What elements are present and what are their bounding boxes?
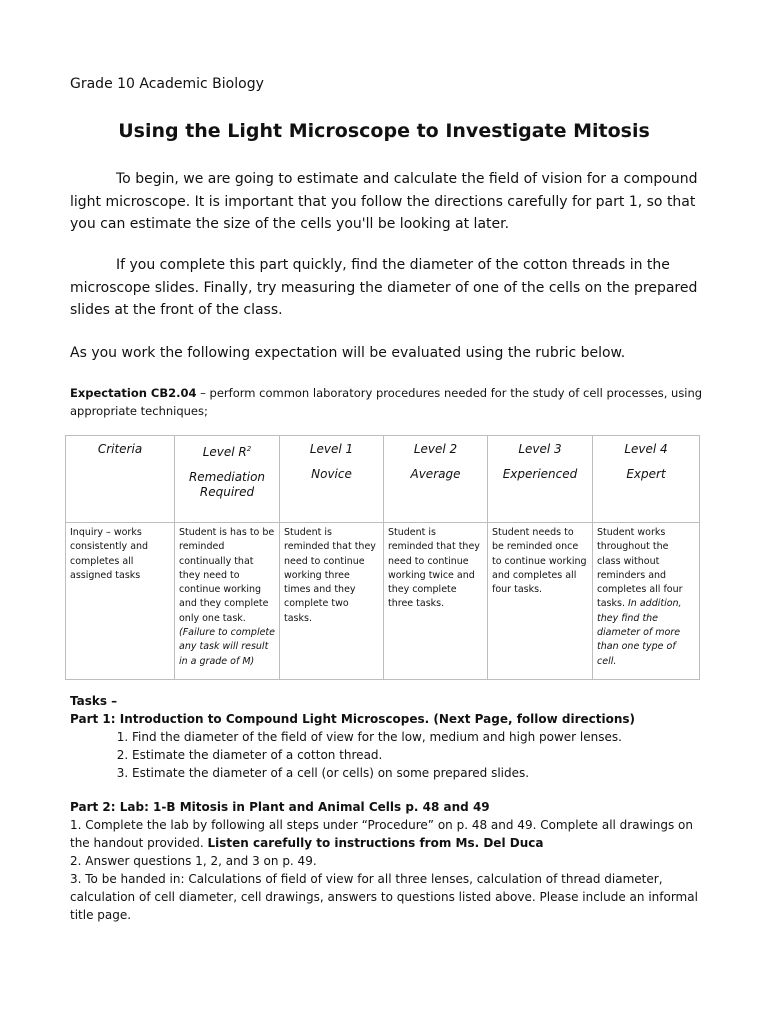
- part2-step-1-emphasis: Listen carefully to instructions from Ms. Del Duca: [207, 836, 544, 850]
- list-item: 1. Find the diameter of the field of view for the low, medium and high power lenses.: [132, 728, 720, 746]
- part2-heading: Part 2: Lab: 1-B Mitosis in Plant and Animal Cells p. 48 and 49: [70, 800, 490, 814]
- page-title: Using the Light Microscope to Investigate Mitosis: [118, 120, 650, 142]
- tasks-section: [70, 692, 720, 782]
- rubric-cell-level-1: Student is reminded that they need to continue working three times and they complete two tasks.: [280, 523, 384, 680]
- rubric-cell-criteria: Inquiry – works consistently and completes all assigned tasks: [66, 523, 175, 680]
- part2-section: [70, 798, 710, 924]
- rubric-cell-level-2: Student is reminded that they need to continue working twice and they complete three tasks.: [384, 523, 488, 680]
- rubric-header-criteria: Criteria: [66, 436, 175, 523]
- list-item: 3. Estimate the diameter of a cell (or cells) on some prepared slides.: [132, 764, 720, 782]
- intro-paragraph-2: If you complete this part quickly, find the diameter of the cotton threads in the microscope slides. Finally, try measuring the diameter of one of the cells on the prepared slides at the front of the class.: [70, 257, 698, 318]
- part1-list: [70, 728, 720, 782]
- rubric-cell-level-4: Student works throughout the class without reminders and completes all four tasks. In addition, they find the diameter of more than one type of cell.: [593, 523, 700, 680]
- rubric-header-level-r: Level $R^2$ Remediation Required: [175, 436, 280, 523]
- rubric-table: [65, 435, 700, 680]
- rubric-header-level-1: Level 1 Novice: [280, 436, 384, 523]
- expectation-text: – perform common laboratory procedures needed for the study of cell processes, using appropriate techniques;: [70, 386, 703, 418]
- course-label: Grade 10 Academic Biology: [70, 76, 264, 92]
- expectation-code: Expectation CB2.04: [70, 386, 197, 400]
- part1-heading: Part 1: Introduction to Compound Light Microscopes. (Next Page, follow directions): [70, 712, 636, 726]
- tasks-heading: Tasks –: [70, 694, 118, 708]
- rubric-cell-level-3: Student needs to be reminded once to continue working and completes all four tasks.: [488, 523, 593, 680]
- part2-step-1: 1. Complete the lab by following all steps under “Procedure” on p. 48 and 49. Complete all drawings on the handout provided. Listen carefully to instructions from Ms. Del Duca: [70, 818, 693, 850]
- expectation-statement: [70, 384, 710, 420]
- part2-step-3: 3. To be handed in: Calculations of field of view for all three lenses, calculation of thread diameter, calculation of cell diameter, cell drawings, answers to questions listed above. Please include an informal title page.: [70, 872, 698, 922]
- rubric-header-level-4: Level 4 Expert: [593, 436, 700, 523]
- rubric-header-level-2: Level 2 Average: [384, 436, 488, 523]
- rubric-header-row: [66, 436, 700, 523]
- list-item: 2. Estimate the diameter of a cotton thread.: [132, 746, 720, 764]
- rubric-cell-level-r: Student is has to be reminded continually that they need to continue working and they complete only one task. (Failure to complete any task will result in a grade of M): [175, 523, 280, 680]
- rubric-header-level-3: Level 3 Experienced: [488, 436, 593, 523]
- intro-paragraph-3: As you work the following expectation will be evaluated using the rubric below.: [70, 345, 626, 361]
- part2-step-2: 2. Answer questions 1, 2, and 3 on p. 49.: [70, 854, 317, 868]
- rubric-row-inquiry: [66, 523, 700, 680]
- intro-paragraph-1: To begin, we are going to estimate and calculate the field of vision for a compound light microscope. It is important that you follow the directions carefully for part 1, so that you can estimate the size of the cells you'll be looking at later.: [70, 171, 698, 232]
